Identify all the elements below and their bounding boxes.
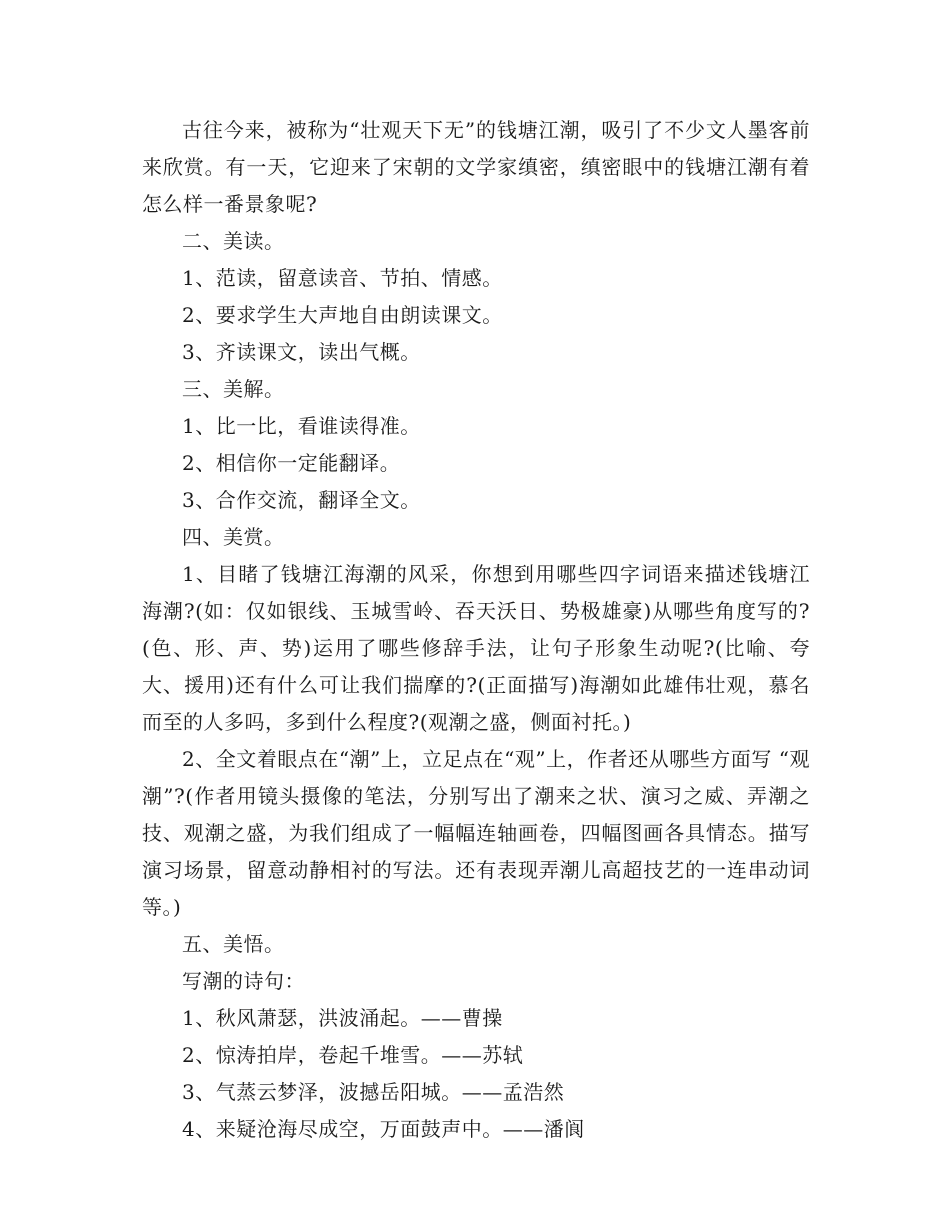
list-item: 1、范读，留意读音、节拍、情感。: [182, 266, 503, 290]
intro-paragraph: 古往今来，被称为“壮观天下无”的钱塘江潮，吸引了不少文人墨客前来欣赏。有一天，它迎来了宋朝的文学家缜密，缜密眼中的钱塘江潮有着怎么样一番景象呢?: [142, 118, 810, 216]
list-item: 2、要求学生大声地自由朗读课文。: [182, 303, 503, 327]
poem-line: 1、秋风萧瑟，洪波涌起。——曹操: [182, 1006, 503, 1030]
section-heading-mei-du: 二、美读。: [182, 229, 285, 253]
poem-line: 2、惊涛拍岸，卷起千堆雪。——苏轼: [182, 1043, 524, 1067]
body-paragraph: 1、目睹了钱塘江海潮的风采，你想到用哪些四字词语来描述钱塘江海潮?(如：仅如银线、玉城雪岭、吞天沃日、势极雄豪)从哪些角度写的?(色、形、声、势)运用了哪些修辞手法，让句子形象生动呢?(比喻、夸大、援用)还有什么可让我们揣摩的?(正面描写)海潮如此雄伟壮观，慕名而至的人多吗，多到什么程度?(观潮之盛，侧面衬托。): [142, 562, 810, 734]
section-heading-mei-wu: 五、美悟。: [182, 932, 285, 956]
list-item: 3、齐读课文，读出气概。: [182, 340, 421, 364]
list-item: 2、相信你一定能翻译。: [182, 451, 401, 475]
section-heading-mei-shang: 四、美赏。: [182, 525, 285, 549]
subheading-poems: 写潮的诗句：: [182, 969, 305, 993]
poem-line: 4、来疑沧海尽成空，万面鼓声中。——潘阆: [182, 1117, 585, 1141]
section-heading-mei-jie: 三、美解。: [182, 377, 285, 401]
body-paragraph: 2、全文着眼点在“潮”上，立足点在“观”上，作者还从哪些方面写 “观潮”?(作者用镜头摄像的笔法，分别写出了潮来之状、演习之威、弄潮之技、观潮之盛，为我们组成了一幅幅连轴画卷，四幅图画各具情态。描写演习场景，留意动静相衬的写法。还有表现弄潮儿高超技艺的一连串动词等。): [142, 747, 810, 919]
poem-line: 3、气蒸云梦泽，波撼岳阳城。——孟浩然: [182, 1080, 565, 1104]
list-item: 1、比一比，看谁读得准。: [182, 414, 421, 438]
list-item: 3、合作交流，翻译全文。: [182, 488, 421, 512]
document-body: [142, 112, 810, 1148]
